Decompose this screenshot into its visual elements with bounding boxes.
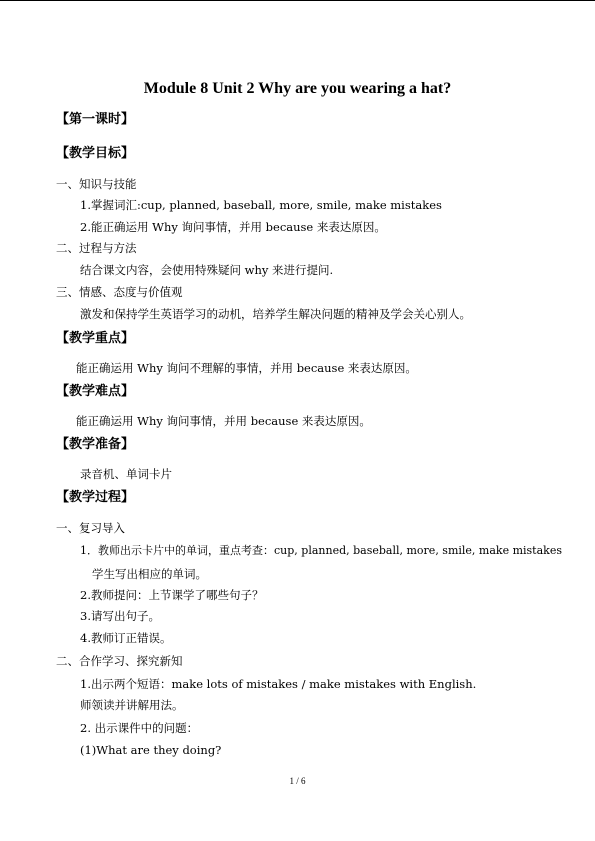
document-title: Module 8 Unit 2 Why are you wearing a hat? — [143, 80, 452, 97]
preparation-text: 录音机、单词卡片 — [80, 467, 172, 481]
page-number: 1 / 6 — [289, 776, 306, 786]
process-section1-item1-cont: 学生写出相应的单词。 — [92, 567, 207, 581]
difficulties-text: 能正确运用 Why 询问事情，并用 because 来表达原因。 — [76, 414, 371, 428]
key-points-text: 能正确运用 Why 询问不理解的事情，并用 because 来表达原因。 — [76, 361, 417, 375]
goals-section3-title: 三、情感、态度与价值观 — [56, 285, 183, 299]
goals-section3-text: 激发和保持学生英语学习的动机，培养学生解决问题的精神及学会关心别人。 — [80, 307, 471, 321]
goals-section1-title: 一、知识与技能 — [56, 177, 137, 191]
goals-section1-item2: 2.能正确运用 Why 询问事情，并用 because 来表达原因。 — [80, 220, 386, 234]
process-section2-title: 二、合作学习、探究新知 — [56, 654, 183, 668]
goals-section2-text: 结合课文内容，会使用特殊疑问 why 来进行提问. — [80, 263, 334, 277]
goals-section2-title: 二、过程与方法 — [56, 241, 137, 255]
process-section2-question1: (1)What are they doing? — [80, 743, 222, 757]
process-section2-item2: 2. 出示课件中的问题： — [80, 721, 199, 735]
heading-preparation: 【教学准备】 — [56, 437, 135, 452]
process-section1-item4: 4.教师订正错误。 — [80, 631, 172, 645]
heading-process: 【教学过程】 — [56, 490, 135, 505]
process-section1-item1: 1．教师出示卡片中的单词，重点考查：cup, planned, baseball, more, smile, make mistakes — [80, 544, 562, 557]
heading-key-points: 【教学重点】 — [56, 331, 135, 346]
heading-goals: 【教学目标】 — [56, 146, 135, 161]
process-section1-item3: 3.请写出句子。 — [80, 609, 160, 623]
process-section2-item1: 1.出示两个短语：make lots of mistakes / make mistakes with English. — [80, 677, 477, 691]
heading-lesson1: 【第一课时】 — [56, 112, 135, 127]
page-top-rule — [0, 0, 595, 1]
process-section1-item2: 2.教师提问：上节课学了哪些句子？ — [80, 588, 264, 602]
goals-section1-item1: 1.掌握词汇:cup, planned, baseball, more, smile, make mistakes — [80, 198, 442, 212]
heading-difficulties: 【教学难点】 — [56, 384, 135, 399]
process-section1-title: 一、复习导入 — [56, 521, 125, 535]
process-section2-item1-cont: 师领读并讲解用法。 — [80, 698, 184, 712]
